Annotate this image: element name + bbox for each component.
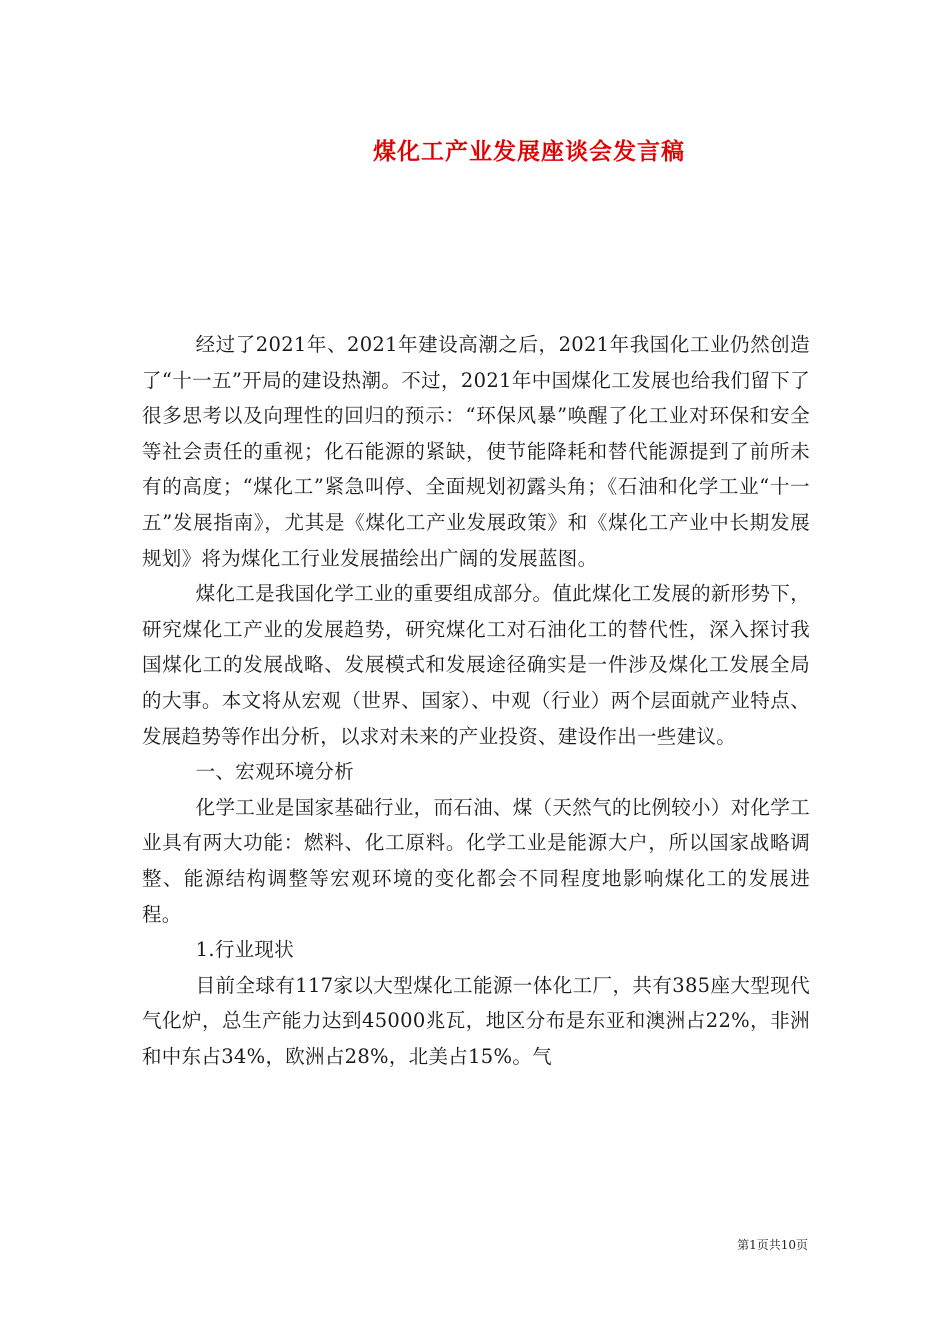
page-number: 第1页共10页 (737, 1238, 808, 1252)
paragraph-significance: 煤化工是我国化学工业的重要组成部分。值此煤化工发展的新形势下，研究煤化工产业的发展趋势，研究煤化工对石油化工的替代性，深入探讨我国煤化工的发展战略、发展模式和发展途径确实是一件涉及煤化工发展全局的大事。本文将从宏观（世界、国家）、中观（行业）两个层面就产业特点、发展趋势等作出分析，以求对未来的产业投资、建设作出一些建议。 (142, 582, 810, 748)
page-title: 煤化工产业发展座谈会发言稿 (373, 138, 685, 165)
paragraph-industry-status: 目前全球有117家以大型煤化工能源一体化工厂，共有385座大型现代气化炉，总生产能力达到45000兆瓦，地区分布是东亚和澳洲占22%，非洲和中东占34%，欧洲占28%，北美占15%。气 (142, 973, 810, 1068)
paragraph-intro: 经过了2021年、2021年建设高潮之后，2021年我国化工业仍然创造了“十一五”开局的建设热潮。不过，2021年中国煤化工发展也给我们留下了很多思考以及向理性的回归的预示：“环保风暴”唤醒了化工业对环保和安全等社会责任的重视；化石能源的紧缺，使节能降耗和替代能源提到了前所未有的高度；“煤化工”紧急叫停、全面规划初露头角；《石油和化学工业“十一五”发展指南》，尤其是《煤化工产业发展政策》和《煤化工产业中长期发展规划》将为煤化工行业发展描绘出广阔的发展蓝图。 (142, 333, 810, 570)
section-heading-macro: 一、宏观环境分析 (195, 760, 355, 784)
subsection-heading-status: 1.行业现状 (195, 938, 295, 962)
paragraph-macro-environment: 化学工业是国家基础行业，而石油、煤（天然气的比例较小）对化学工业具有两大功能：燃料、化工原料。化学工业是能源大户，所以国家战略调整、能源结构调整等宏观环境的变化都会不同程度地影响煤化工的发展进程。 (142, 795, 810, 926)
document-body (142, 327, 810, 1074)
